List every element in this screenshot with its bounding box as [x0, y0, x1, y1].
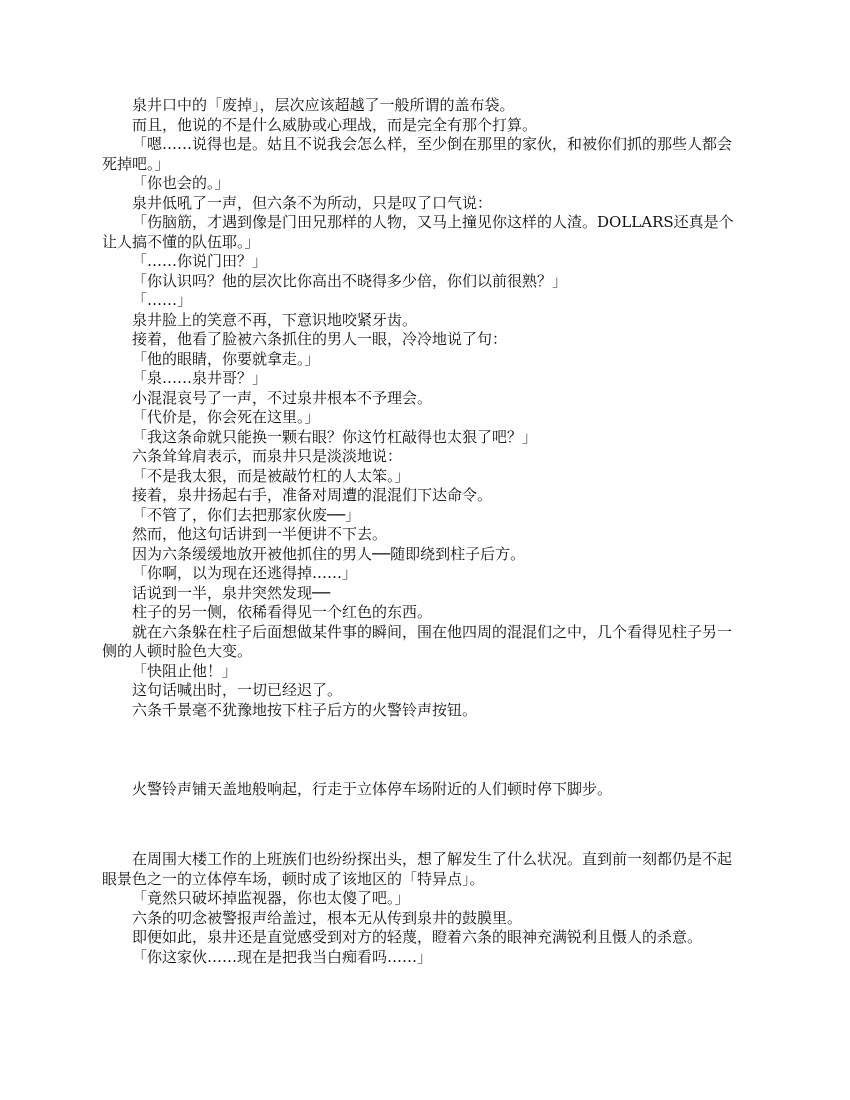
paragraph: 话说到一半，泉井突然发现── [132, 583, 331, 602]
paragraph: 「你这家伙……现在是把我当白痴看吗……」 [132, 947, 433, 966]
paragraph: 因为六条缓缓地放开被他抓住的男人──随即绕到柱子后方。 [132, 544, 526, 563]
paragraph: 六条千景毫不犹豫地按下柱子后方的火警铃声按钮。 [132, 700, 478, 719]
paragraph: 六条耸耸肩表示，而泉井只是淡淡地说： [132, 447, 403, 465]
paragraph: 「你也会的。」 [132, 174, 230, 192]
paragraph: 然而，他这句话讲到一半便讲不下去。 [132, 525, 388, 543]
paragraph: 「伤脑筋，才遇到像是门田兄那样的人物，又马上撞见你这样的人渣。DOLLARS还真是个让人搞不懂的队伍耶。」 [102, 213, 734, 251]
paragraph: 「代价是，你会死在这里。」 [132, 408, 320, 426]
paragraph: 接着，泉井扬起右手，准备对周遭的混混们下达命令。 [132, 486, 493, 504]
paragraph: 接着，他看了脸被六条抓住的男人一眼，冷冷地说了句： [132, 330, 508, 348]
paragraph: 「……」 [132, 291, 193, 309]
paragraph: 「不是我太狠，而是被敲竹杠的人太笨。」 [132, 466, 410, 485]
paragraph: 泉井脸上的笑意不再，下意识地咬紧牙齿。 [132, 310, 418, 329]
paragraph: 泉井低吼了一声，但六条不为所动，只是叹了口气说： [132, 193, 493, 212]
paragraph: 「快阻止他！」 [132, 661, 238, 680]
paragraph: 火警铃声铺天盖地般响起，行走于立体停车场附近的人们顿时停下脚步。 [132, 780, 613, 798]
paragraph: 六条的叨念被警报声给盖过，根本无从传到泉井的鼓膜里。 [132, 908, 523, 927]
paragraph: 在周围大楼工作的上班族们也纷纷探出头，想了解发生了什么状况。直到前一刻都仍是不起眼景色之一的立体停车场，顿时成了该地区的「特异点」。 [102, 850, 733, 888]
paragraph: 泉井口中的「废掉」，层次应该超越了一般所谓的盖布袋。 [132, 96, 515, 114]
paragraph: 「你啊，以为现在还逃得掉……」 [132, 564, 358, 582]
paragraph: 「不管了，你们去把那家伙废──」 [132, 505, 361, 524]
paragraph: 「竟然只破坏掉监视器，你也太傻了吧。」 [132, 889, 410, 907]
paragraph: 这句话喊出时，一切已经迟了。 [132, 681, 343, 699]
paragraph: 小混混哀号了一声，不过泉井根本不予理会。 [132, 388, 433, 407]
paragraph: 「……你说门田？」 [132, 252, 268, 270]
paragraph: 就在六条躲在柱子后面想做某件事的瞬间，围在他四周的混混们之中，几个看得见柱子另一侧的人顿时脸色大变。 [102, 622, 733, 660]
paragraph: 「嗯……说得也是。姑且不说我会怎么样，至少倒在那里的家伙，和被你们抓的那些人都会死掉吧。」 [102, 135, 733, 173]
paragraph: 「他的眼睛，你要就拿走。」 [132, 349, 320, 368]
paragraph: 「我这条命就只能换一颗右眼？你这竹杠敲得也太狠了吧？」 [132, 427, 538, 446]
text-section-1 [102, 96, 742, 720]
paragraph: 「泉……泉井哥？」 [132, 369, 268, 387]
paragraph: 而且，他说的不是什么威胁或心理战，而是完全有那个打算。 [132, 115, 538, 134]
text-section-2 [102, 780, 742, 800]
paragraph: 即便如此，泉井还是直觉感受到对方的轻蔑，瞪着六条的眼神充满锐利且慑人的杀意。 [132, 928, 703, 946]
text-section-3 [102, 850, 742, 967]
paragraph: 柱子的另一侧，依稀看得见一个红色的东西。 [132, 603, 433, 621]
paragraph: 「你认识吗？他的层次比你高出不晓得多少倍，你们以前很熟？」 [132, 271, 568, 290]
